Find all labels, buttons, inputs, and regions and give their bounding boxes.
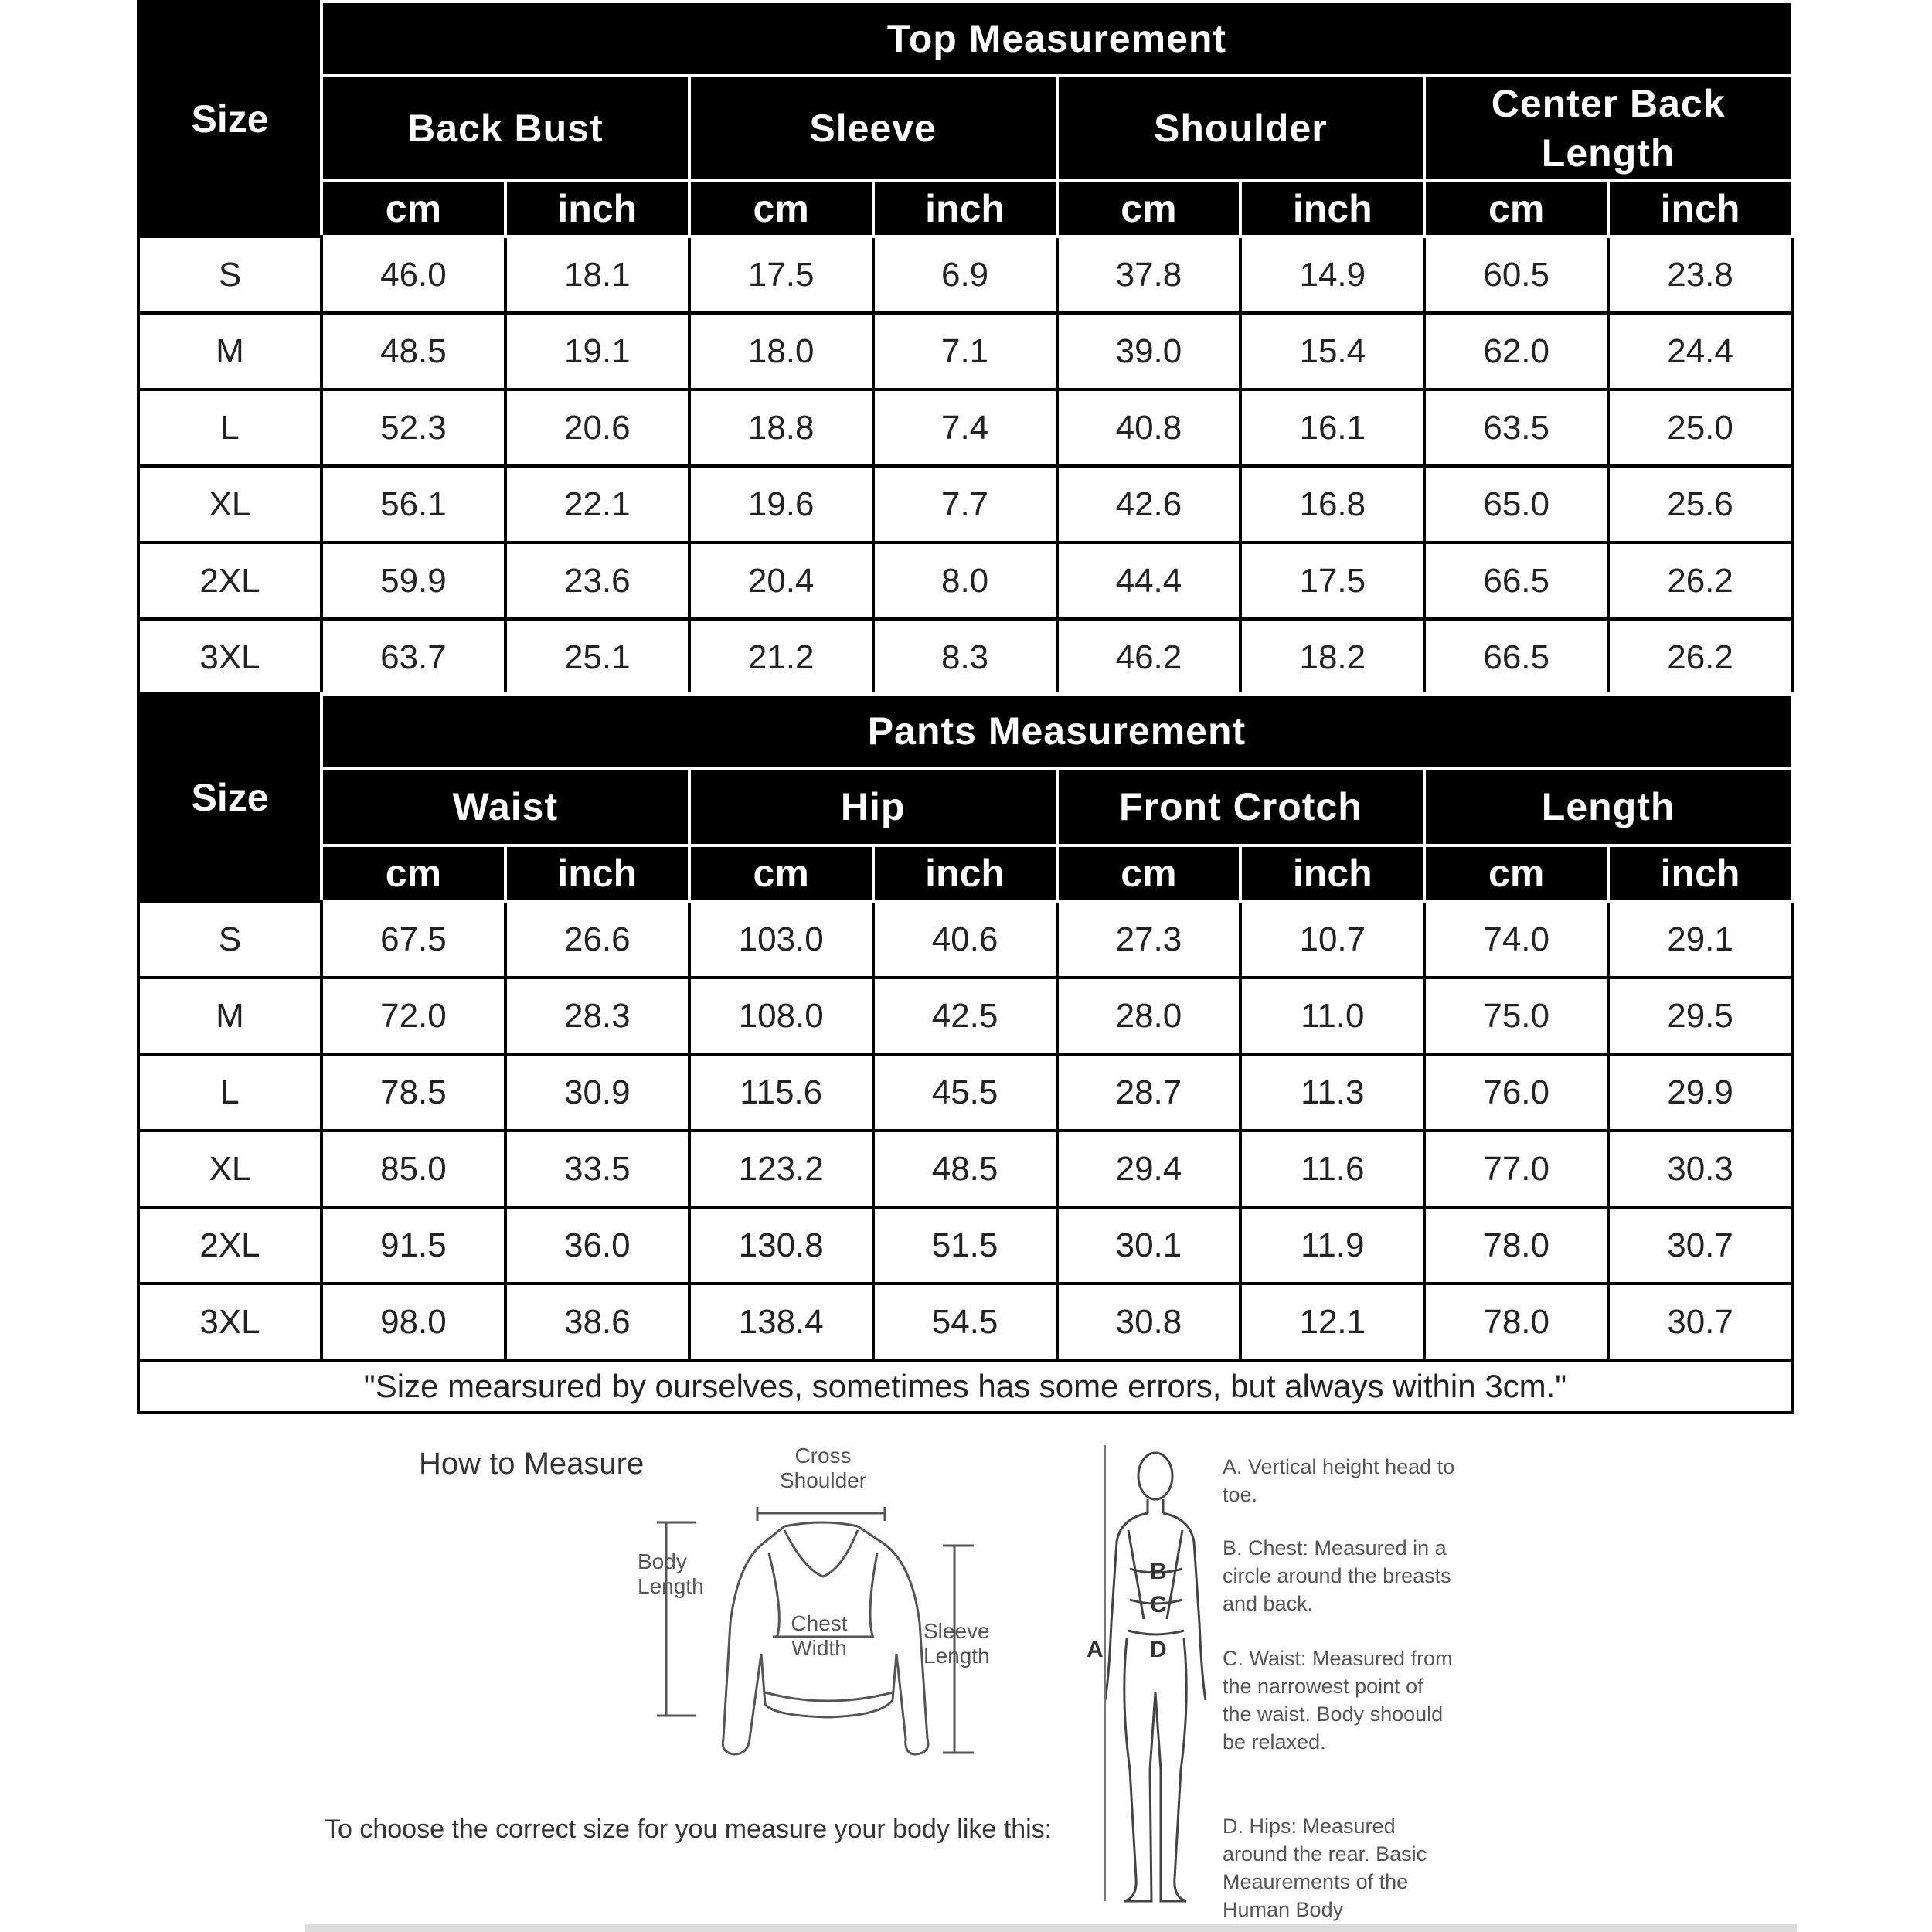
measurement-cell: 76.0 [1424,1054,1608,1131]
column-group-header: Hip [689,768,1057,845]
measurement-cell: 42.5 [873,978,1057,1054]
measurement-cell: 21.2 [689,619,873,696]
measurement-cell: 19.1 [505,313,689,389]
measurement-cell: 63.7 [321,619,505,696]
pants-measurement-table [137,692,1794,1414]
measurement-cell: 8.0 [873,543,1057,619]
measurement-cell: 29.9 [1608,1054,1792,1131]
measurement-cell: 18.2 [1240,619,1424,696]
column-group-header: Sleeve [689,76,1057,181]
measurement-cell: 39.0 [1057,313,1241,389]
measurement-cell: 62.0 [1424,313,1608,389]
measurement-cell: 12.1 [1240,1284,1424,1360]
table-title: Top Measurement [321,2,1792,76]
measurement-cell: 15.4 [1240,313,1424,389]
size-cell: XL [138,1131,321,1207]
measurement-cell: 30.1 [1057,1207,1241,1284]
measurement-cell: 44.4 [1057,543,1241,619]
measurement-cell: 78.0 [1424,1284,1608,1360]
measurement-cell: 66.5 [1424,619,1608,696]
size-cell: 3XL [138,1284,321,1360]
measurement-cell: 91.5 [321,1207,505,1284]
body-marker-c: C [1150,1592,1167,1617]
unit-header: inch [1240,845,1424,901]
measurement-cell: 10.7 [1240,901,1424,978]
measurement-cell: 7.7 [873,466,1057,543]
table-row [138,978,1792,1054]
measurement-cell: 67.5 [321,901,505,978]
measurement-cell: 11.6 [1240,1131,1424,1207]
unit-header: inch [505,181,689,236]
measurement-cell: 16.1 [1240,389,1424,466]
size-cell: L [138,1054,321,1131]
measurement-cell: 17.5 [689,236,873,313]
unit-header: cm [1057,845,1241,901]
size-cell: S [138,901,321,978]
measurement-cell: 25.0 [1608,389,1792,466]
measurement-cell: 25.1 [505,619,689,696]
measurement-cell: 65.0 [1424,466,1608,543]
unit-header: cm [1424,845,1608,901]
measurement-cell: 78.5 [321,1054,505,1131]
measurement-cell: 28.7 [1057,1054,1241,1131]
body-marker-b: B [1150,1559,1167,1584]
measurement-cell: 37.8 [1057,236,1241,313]
measurement-cell: 26.2 [1608,619,1792,696]
size-cell: M [138,313,321,389]
measurement-cell: 46.0 [321,236,505,313]
size-cell: XL [138,466,321,543]
measurement-cell: 11.3 [1240,1054,1424,1131]
measurement-cell: 130.8 [689,1207,873,1284]
legend-item-d: D. Hips: Measured around the rear. Basic Meaurements of the Human Body [1223,1815,1427,1921]
column-group-header: Back Bust [321,76,689,181]
table-row [138,901,1792,978]
unit-header: cm [321,845,505,901]
measurement-cell: 77.0 [1424,1131,1608,1207]
size-cell: S [138,236,321,313]
measurement-cell: 26.6 [505,901,689,978]
column-group-header: Shoulder [1057,76,1425,181]
measurement-cell: 45.5 [873,1054,1057,1131]
column-group-header: Waist [321,768,689,845]
measurement-cell: 85.0 [321,1131,505,1207]
measurement-cell: 138.4 [689,1284,873,1360]
column-group-header: Center Back Length [1424,76,1792,181]
measurement-cell: 30.7 [1608,1284,1792,1360]
measurement-cell: 36.0 [505,1207,689,1284]
unit-header: cm [321,181,505,236]
how-to-measure-heading: How to Measure [419,1447,645,1481]
size-cell: 3XL [138,619,321,696]
measurement-cell: 108.0 [689,978,873,1054]
body-length-label: Body Length [638,1549,704,1598]
table-row [138,1207,1792,1284]
sleeve-length-label: Sleeve Length [923,1619,990,1668]
measurement-cell: 7.4 [873,389,1057,466]
table-row [138,1284,1792,1360]
measurement-cell: 18.0 [689,313,873,389]
table-row [138,313,1792,389]
measurement-cell: 66.5 [1424,543,1608,619]
measurement-cell: 20.4 [689,543,873,619]
unit-header: inch [1608,181,1792,236]
measurement-cell: 23.6 [505,543,689,619]
measurement-cell: 19.6 [689,466,873,543]
measurement-cell: 42.6 [1057,466,1241,543]
table-row [138,1131,1792,1207]
measurement-cell: 17.5 [1240,543,1424,619]
unit-header: cm [1057,181,1241,236]
measurement-cell: 16.8 [1240,466,1424,543]
unit-header: cm [689,181,873,236]
measurement-cell: 123.2 [689,1131,873,1207]
measurement-cell: 18.1 [505,236,689,313]
unit-header: inch [1608,845,1792,901]
measurement-cell: 40.6 [873,901,1057,978]
unit-header: inch [505,845,689,901]
measurement-cell: 29.1 [1608,901,1792,978]
legend-item-c: C. Waist: Measured from the narrowest point of the waist. Body shoould be relaxed. [1223,1647,1453,1753]
choose-size-instruction: To choose the correct size for you measure your body like this: [325,1815,1053,1844]
size-header: Size [138,2,321,236]
size-disclaimer-note: "Size mearsured by ourselves, sometimes has some errors, but always within 3cm." [138,1360,1792,1413]
size-cell: 2XL [138,543,321,619]
body-figure-diagram [1074,1445,1221,1909]
measurement-cell: 78.0 [1424,1207,1608,1284]
measurement-cell: 18.8 [689,389,873,466]
measurement-cell: 40.8 [1057,389,1241,466]
body-marker-a: A [1087,1637,1104,1662]
measurement-cell: 28.3 [505,978,689,1054]
table-row [138,1054,1792,1131]
measurement-cell: 6.9 [873,236,1057,313]
size-header: Size [138,694,321,901]
table-title: Pants Measurement [321,694,1792,768]
column-group-header: Length [1424,768,1792,845]
measurement-cell: 7.1 [873,313,1057,389]
measurement-cell: 29.5 [1608,978,1792,1054]
measurement-cell: 46.2 [1057,619,1241,696]
chest-width-label: Chest Width [791,1611,848,1660]
measurement-cell: 60.5 [1424,236,1608,313]
column-group-header: Front Crotch [1057,768,1425,845]
body-marker-d: D [1150,1637,1167,1662]
measurement-cell: 48.5 [873,1131,1057,1207]
measurement-cell: 52.3 [321,389,505,466]
measurement-cell: 33.5 [505,1131,689,1207]
measurement-cell: 11.9 [1240,1207,1424,1284]
measurement-cell: 8.3 [873,619,1057,696]
unit-header: inch [873,845,1057,901]
measurement-cell: 103.0 [689,901,873,978]
measurement-cell: 22.1 [505,466,689,543]
measurement-cell: 38.6 [505,1284,689,1360]
unit-header: cm [689,845,873,901]
measurement-cell: 51.5 [873,1207,1057,1284]
unit-header: cm [1424,181,1608,236]
size-cell: 2XL [138,1207,321,1284]
measurement-cell: 23.8 [1608,236,1792,313]
measurement-cell: 26.2 [1608,543,1792,619]
table-row [138,236,1792,313]
measurement-cell: 30.3 [1608,1131,1792,1207]
bottom-scrollbar-strip [305,1924,1797,1932]
measurement-cell: 115.6 [689,1054,873,1131]
measurement-cell: 30.9 [505,1054,689,1131]
table-row [138,466,1792,543]
top-measurement-table [137,0,1794,697]
measurement-cell: 29.4 [1057,1131,1241,1207]
unit-header: inch [873,181,1057,236]
measurement-cell: 75.0 [1424,978,1608,1054]
size-cell: M [138,978,321,1054]
measurement-cell: 14.9 [1240,236,1424,313]
measurement-cell: 54.5 [873,1284,1057,1360]
measurement-cell: 30.8 [1057,1284,1241,1360]
legend-item-a: A. Vertical height head to toe. [1223,1455,1455,1506]
measurement-cell: 63.5 [1424,389,1608,466]
measurement-cell: 56.1 [321,466,505,543]
table-row [138,543,1792,619]
table-row [138,619,1792,696]
measurement-cell: 28.0 [1057,978,1241,1054]
table-row [138,389,1792,466]
measurement-cell: 48.5 [321,313,505,389]
measurement-cell: 72.0 [321,978,505,1054]
measurement-cell: 25.6 [1608,466,1792,543]
sweater-diagram [649,1507,1020,1762]
unit-header: inch [1240,181,1424,236]
measurement-cell: 30.7 [1608,1207,1792,1284]
measurement-cell: 74.0 [1424,901,1608,978]
measurement-cell: 20.6 [505,389,689,466]
measurement-cell: 59.9 [321,543,505,619]
cross-shoulder-label: Cross Shoulder [779,1444,867,1492]
measurement-cell: 27.3 [1057,901,1241,978]
size-cell: L [138,389,321,466]
measurement-cell: 98.0 [321,1284,505,1360]
legend-item-b: B. Chest: Measured in a circle around the breasts and back. [1223,1536,1451,1615]
measurement-cell: 24.4 [1608,313,1792,389]
measurement-cell: 11.0 [1240,978,1424,1054]
